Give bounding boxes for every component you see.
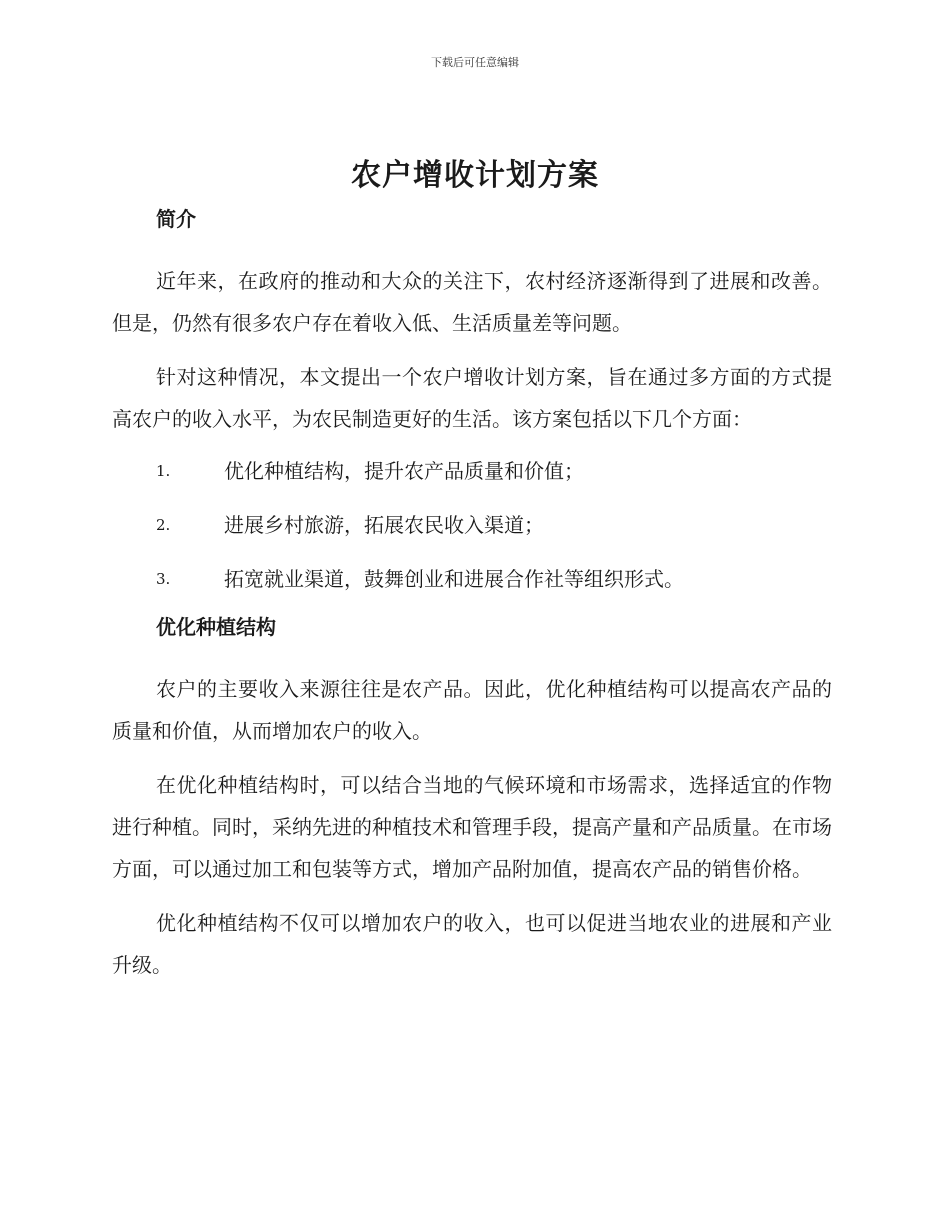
intro-paragraph-1: 近年来，在政府的推动和大众的关注下，农村经济逐渐得到了进展和改善。但是，仍然有很多农户存在着收入低、生活质量差等问题。 [112, 269, 832, 335]
page-header-note: 下载后可任意编辑 [431, 56, 519, 69]
list-item-text: 进展乡村旅游，拓展农民收入渠道； [224, 513, 544, 537]
list-item-number: 2. [156, 516, 171, 534]
list-item-text: 拓宽就业渠道，鼓舞创业和进展合作社等组织形式。 [224, 567, 684, 591]
section-heading-intro: 简介 [156, 207, 196, 231]
list-item [112, 450, 832, 504]
planting-paragraph-3: 优化种植结构不仅可以增加农户的收入，也可以促进当地农业的进展和产业升级。 [112, 911, 832, 977]
measures-list [112, 450, 832, 612]
list-item-number: 1. [156, 462, 171, 480]
section-heading-planting: 优化种植结构 [156, 615, 276, 639]
list-item-number: 3. [156, 570, 171, 588]
planting-paragraph-1: 农户的主要收入来源往往是农产品。因此，优化种植结构可以提高农产品的质量和价值，从而增加农户的收入。 [112, 677, 832, 743]
list-item [112, 504, 832, 558]
document-body [112, 204, 832, 986]
list-item [112, 558, 832, 612]
list-item-text: 优化种植结构，提升农产品质量和价值； [224, 459, 584, 483]
document-title: 农户增收计划方案 [351, 158, 599, 193]
planting-paragraph-2: 在优化种植结构时，可以结合当地的气候环境和市场需求，选择适宜的作物进行种植。同时，采纳先进的种植技术和管理手段，提高产量和产品质量。在市场方面，可以通过加工和包装等方式，增加产品附加值，提高农产品的销售价格。 [112, 773, 832, 881]
intro-paragraph-2: 针对这种情况，本文提出一个农户增收计划方案，旨在通过多方面的方式提高农户的收入水平，为农民制造更好的生活。该方案包括以下几个方面： [112, 365, 832, 431]
